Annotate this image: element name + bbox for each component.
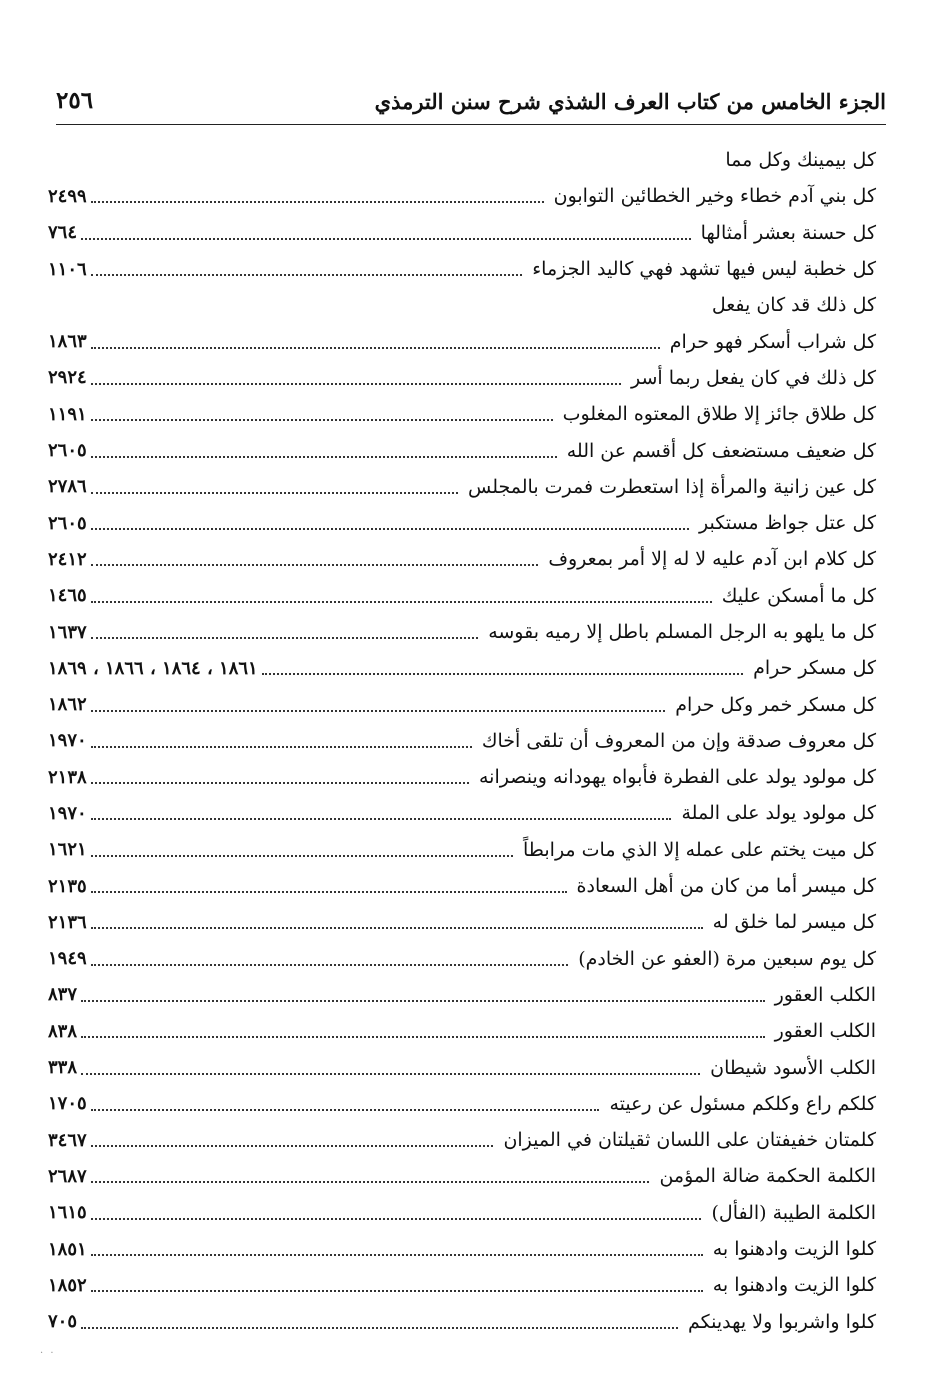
dot-leader [91,1290,703,1292]
dot-leader [91,383,621,385]
dot-leader [91,601,712,603]
hadith-number: ٢١٣٦ [48,911,87,933]
index-entry [48,614,876,650]
dot-leader [91,1145,494,1147]
scan-mark: · · [40,1348,56,1359]
hadith-number: ١٨٦١ ، ١٨٦٤ ، ١٨٦٦ ، ١٨٦٩ [48,657,258,679]
index-entry [48,1049,876,1085]
hadith-number: ٢١٣٥ [48,875,87,897]
index-entry [48,541,876,577]
entry-text: كل ذلك في كان يفعل ربما أسر [630,366,876,389]
dot-leader [81,1073,700,1075]
dot-leader [91,528,689,530]
hadith-number: ١٩٧٠ [48,802,87,824]
dot-leader [91,818,672,820]
entry-text: كل مسكر حرام [753,657,876,680]
hadith-number: ٢٤١٢ [48,548,87,570]
entry-text: كلوا واشربوا ولا يهدينكم [688,1310,876,1333]
entry-text: كلوا الزيت وادهنوا به [712,1238,876,1261]
dot-leader [91,782,469,784]
dot-leader [91,746,472,748]
entry-text: كل كلام ابن آدم عليه لا له إلا أمر بمعروف [548,548,876,571]
entry-text: كل مولود يولد على الفطرة فأبواه يهودانه وينصرانه [479,766,876,789]
hadith-number: ١٩٤٩ [48,948,87,970]
index-entry [48,1304,876,1340]
running-title: الجزء الخامس من كتاب العرف الشذي شرح سنن الترمذي [374,89,886,114]
entry-text: كلكم راع وكلكم مسئول عن رعيته [609,1092,876,1115]
entry-text: كل طلاق جائز إلا طلاق المعتوه المغلوب [562,403,876,426]
dot-leader [91,1254,703,1256]
dot-leader [91,710,666,712]
dot-leader [91,1109,600,1111]
header-divider [56,124,886,125]
hadith-number: ١٦٢١ [48,839,87,861]
hadith-number: ١٨٥١ [48,1238,87,1260]
hadith-number: ٧٦٤ [48,222,78,244]
dot-leader [91,1218,702,1220]
dot-leader [91,855,513,857]
entry-text: كل حسنة بعشر أمثالها [700,221,876,244]
index-entry [48,868,876,904]
dot-leader [91,964,569,966]
page-header [56,70,886,114]
hadith-number: ١١٠٦ [48,258,87,280]
index-entry [48,1195,876,1231]
index-entry [48,1158,876,1194]
entry-text: كل ما أمسكن عليك [721,584,876,607]
entry-text: الكلمة الحكمة ضالة المؤمن [659,1165,876,1188]
dot-leader [262,673,743,675]
hadith-number: ٧٠٥ [48,1311,78,1333]
hadith-number: ١٦٣٧ [48,621,87,643]
entry-text: الكلب العقور [774,1020,876,1043]
dot-leader [91,274,523,276]
hadith-number: ٨٣٨ [48,1020,78,1042]
index-entry [48,723,876,759]
index-entry [48,578,876,614]
index-entry [48,941,876,977]
index-entry [48,251,876,287]
index-entry [48,432,876,468]
dot-leader [91,564,539,566]
hadith-number: ١٦١٥ [48,1202,87,1224]
entry-text: كل ميت يختم على عمله إلا الذي مات مرابطاً [523,838,876,861]
index-entry [48,686,876,722]
index-entry [48,795,876,831]
index-entry [48,469,876,505]
hadith-number: ١٤٦٥ [48,585,87,607]
hadith-number: ٣٣٨ [48,1057,78,1079]
hadith-number: ١٨٦٢ [48,694,87,716]
entry-text: كل ضعيف مستضعف كل أقسم عن الله [566,439,876,462]
hadith-number: ٢٩٢٤ [48,367,87,389]
dot-leader [81,238,691,240]
entry-text: كل ما يلهو به الرجل المسلم باطل إلا رميه بقوسه [488,621,876,643]
index-entry [48,1267,876,1303]
index-entry [48,505,876,541]
hadith-number: ١٩٧٠ [48,730,87,752]
entry-text: كل ميسر أما من كان من أهل السعادة [576,875,876,898]
dot-leader [91,347,660,349]
index-entry [48,142,876,178]
index-entry [48,360,876,396]
hadith-number: ١٨٥٢ [48,1274,87,1296]
dot-leader [91,1181,650,1183]
hadith-number: ١١٩١ [48,403,87,425]
index-entry [48,287,876,323]
hadith-number: ١٧٠٥ [48,1093,87,1115]
page-number: ٢٥٦ [56,87,94,114]
hadith-number: ٢٦٠٥ [48,440,87,462]
hadith-number: ٨٣٧ [48,984,78,1006]
entry-text: كل ذلك قد كان يفعل [711,294,876,317]
index-entry [48,1122,876,1158]
hadith-number: ٢٤٩٩ [48,185,87,207]
hadith-number: ٢٧٨٦ [48,476,87,498]
entry-text: كل عين زانية والمرأة إذا استعطرت فمرت بالمجلس [468,475,876,498]
entry-text: كلمتان خفيفتان على اللسان ثقيلتان في الميزان [503,1129,876,1152]
dot-leader [91,419,553,421]
index-entry [48,1013,876,1049]
entry-text: كل مسكر خمر وكل حرام [675,693,876,716]
dot-leader [81,1036,765,1038]
hadith-number: ٢٦٨٧ [48,1165,87,1187]
entry-text: كل خطبة ليس فيها تشهد فهي كاليد الجزماء [532,258,876,281]
entry-text: كل يوم سبعين مرة (العفو عن الخادم) [578,947,876,970]
index-entry [48,759,876,795]
entry-text: كلوا الزيت وادهنوا به [712,1274,876,1297]
entry-text: كل شراب أسكر فهو حرام [669,330,876,353]
entry-text: الكلب العقور [774,983,876,1006]
hadith-index-list [48,142,876,1340]
entry-text: كل معروف صدقة وإن من المعروف أن تلقى أخاك [481,729,876,752]
dot-leader [91,637,479,639]
entry-text: كل بني آدم خطاء وخير الخطائين التوابون [553,185,876,208]
dot-leader [91,201,544,203]
dot-leader [91,891,567,893]
index-entry [48,650,876,686]
hadith-number: ٣٤٦٧ [48,1129,87,1151]
entry-text: كل ميسر لما خلق له [712,911,876,934]
entry-text: الكلب الأسود شيطان [710,1056,876,1079]
hadith-number: ٢١٣٨ [48,766,87,788]
entry-text: الكلمة الطيبة (الفأل) [711,1201,876,1224]
index-entry [48,1086,876,1122]
entry-text: كل عتل جواظ مستكبر [699,512,876,535]
dot-leader [91,492,458,494]
hadith-number: ٢٦٠٥ [48,512,87,534]
entry-text: كل مولود يولد على الملة [681,802,876,825]
dot-leader [91,456,557,458]
entry-text: كل بيمينك وكل مما [725,149,876,172]
index-entry [48,396,876,432]
index-entry [48,215,876,251]
index-entry [48,977,876,1013]
index-entry [48,178,876,214]
dot-leader [91,927,703,929]
index-entry [48,832,876,868]
dot-leader [81,1000,765,1002]
dot-leader [81,1327,678,1329]
index-entry [48,1231,876,1267]
index-entry [48,904,876,940]
hadith-number: ١٨٦٣ [48,331,87,353]
index-entry [48,323,876,359]
